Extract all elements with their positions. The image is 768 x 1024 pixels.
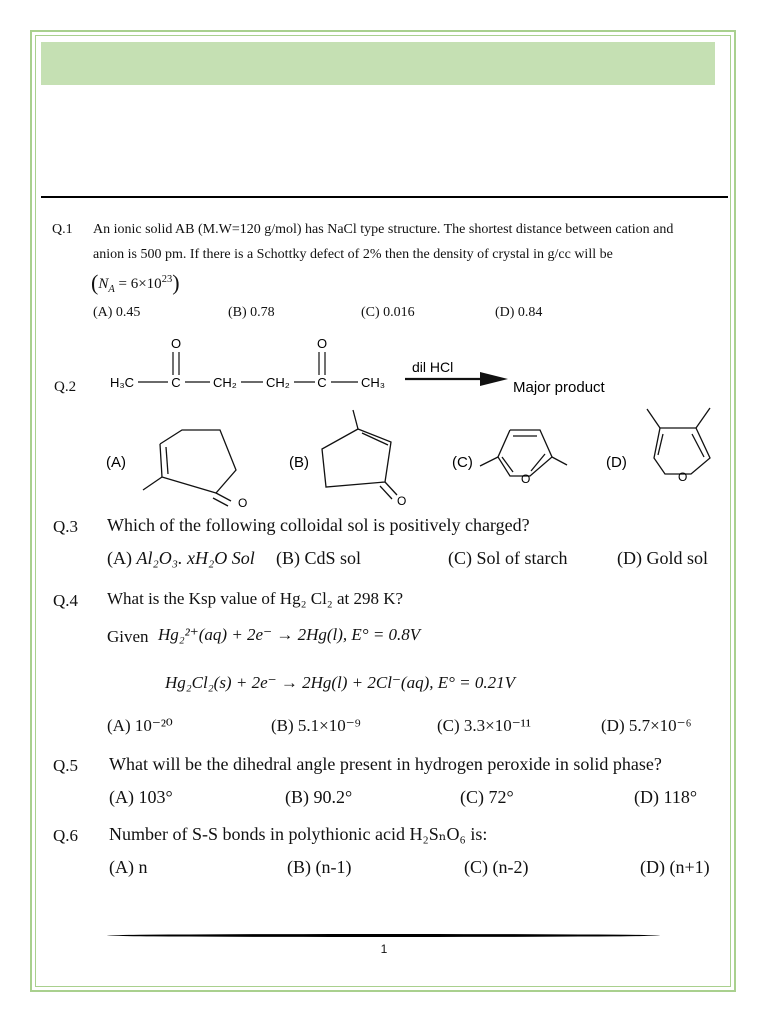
q3-number: Q.3 [53,517,79,536]
q5-text: What will be the dihedral angle present in hydrogen peroxide in solid phase? [109,754,662,774]
q2-structure-c [480,430,567,476]
q2-ch2-b: CH₂ [266,375,290,390]
q1-avogadro: $(N_A = 6\times 10^{23})$ [91,270,180,295]
q6-text: Number of S-S bonds in polythionic acid H₂SₙO₆ is: [109,824,488,844]
q2-structure-b-oxygen: O [397,494,407,508]
q5-number: Q.5 [53,756,79,775]
q1-text-line1: An ionic solid AB (M.W=120 g/mol) has NaCl type structure. The shortest distance between cation and [93,222,674,237]
reaction-arrow-icon [480,372,508,386]
q5-option-a[interactable]: (A) 103° [109,787,173,807]
q4-number: Q.4 [53,591,79,610]
header-rule [41,196,728,198]
q1-option-a[interactable]: (A) 0.45 [93,305,141,320]
q2-structure-a-oxygen: O [238,496,248,510]
q1-na-eq: = 6×10 [114,276,162,292]
q1-number: Q.1 [52,222,73,237]
q2-c1: C [171,375,181,390]
header-band [41,42,715,85]
q2-ch2-a: CH₂ [213,375,237,390]
q1-na-sub: A [108,284,115,295]
q3-option-a-label: (A) [107,548,137,568]
q1-text-line2: anion is 500 pm. If there is a Schottky defect of 2% then the density of crystal in g/cc will be [93,247,613,262]
footer-rule [107,934,660,937]
q5-option-b[interactable]: (B) 90.2° [285,787,353,807]
q1-na-symbol: N [98,276,109,292]
q4-equation-2: Hg₂Cl₂(s) + 2e⁻ → 2Hg(l) + 2Cl⁻(aq), E° = 0.21V [165,673,516,692]
q6-option-a[interactable]: (A) n [109,857,148,877]
q1-option-c[interactable]: (C) 0.016 [361,305,415,320]
q3-option-d[interactable]: (D) Gold sol [617,548,708,568]
q1-option-d[interactable]: (D) 0.84 [495,305,543,320]
q2-oxygen-2: O [316,336,328,351]
q5-option-d[interactable]: (D) 118° [634,787,698,807]
q2-number: Q.2 [54,379,77,395]
q4-option-b[interactable]: (B) 5.1×10⁻⁹ [271,716,361,735]
q4-option-c[interactable]: (C) 3.3×10⁻¹¹ [437,716,531,735]
page-number: 1 [380,942,388,956]
q3-option-c[interactable]: (C) Sol of starch [448,548,568,568]
q2-structure-a [143,430,236,506]
q2-ch3: CH₃ [361,375,386,390]
q2-oxygen-1: O [170,336,182,351]
q2-c2: C [317,375,327,390]
q6-option-b[interactable]: (B) (n-1) [287,857,352,877]
q2-product: Major product [513,379,605,396]
q2-option-d[interactable]: (D) [606,454,627,471]
q1-option-b[interactable]: (B) 0.78 [228,305,275,320]
q2-reagent: dil HCl [412,359,454,375]
q2-structure-d-oxygen: O [678,470,688,484]
q2-structure-b [322,410,397,499]
q2-option-b[interactable]: (B) [289,454,309,471]
q4-equation-1: Hg₂²⁺(aq) + 2e⁻ → 2Hg(l), E° = 0.8V [158,625,421,644]
q6-option-c[interactable]: (C) (n-2) [464,857,529,877]
q6-option-d[interactable]: (D) (n+1) [640,857,710,877]
q3-text: Which of the following colloidal sol is positively charged? [107,515,530,535]
q2-h3c: H₃C [110,375,135,390]
q1-na-exp: 23 [161,274,173,285]
q4-text: What is the Ksp value of Hg₂ Cl₂ at 298 K? [107,589,404,608]
q2-structure-c-oxygen: O [521,472,531,486]
q3-option-a-formula: Al₂O₃. xH₂O Sol [136,548,255,568]
q5-option-c[interactable]: (C) 72° [460,787,514,807]
q2-option-a[interactable]: (A) [106,454,126,471]
q4-given-label: Given [107,627,149,646]
q4-option-d[interactable]: (D) 5.7×10⁻⁶ [601,716,692,735]
q4-option-a[interactable]: (A) 10⁻²⁰ [107,716,173,735]
q3-option-b[interactable]: (B) CdS sol [276,548,362,568]
q6-number: Q.6 [53,826,79,845]
q2-reaction-diagram [100,330,688,510]
q3-option-a[interactable] [107,548,255,569]
q2-option-c[interactable]: (C) [452,454,473,471]
